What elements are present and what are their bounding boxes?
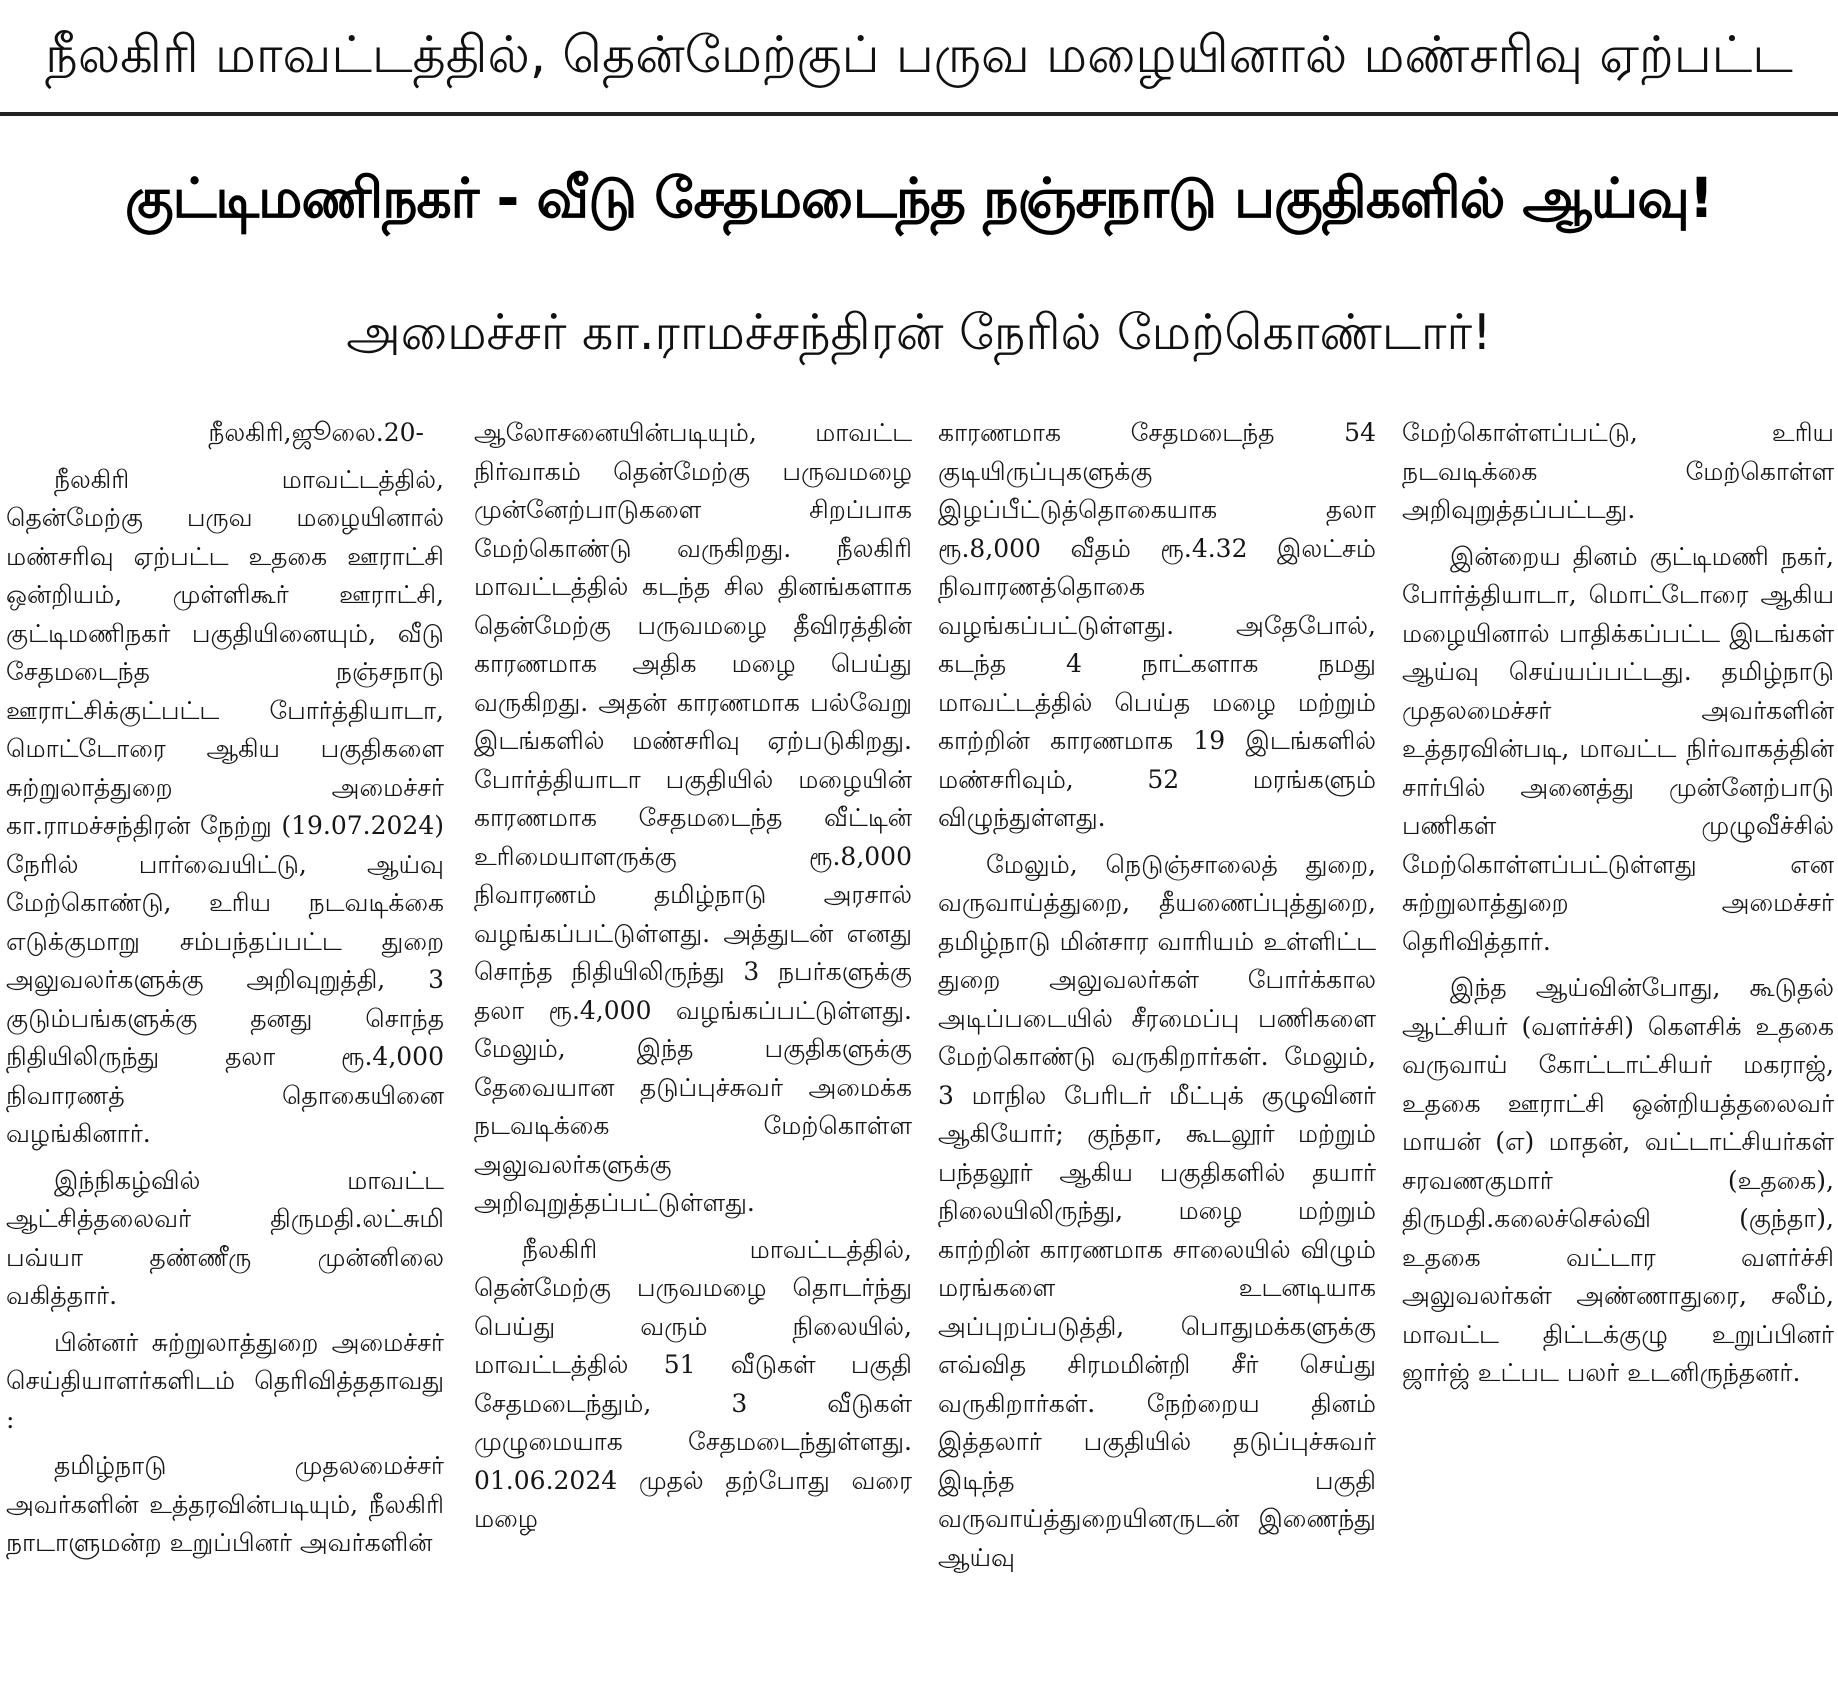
- kicker-line: நீலகிரி மாவட்டத்தில், தென்மேற்குப் பருவ மழையினால் மண்சரிவு ஏற்பட்ட: [45, 26, 1793, 85]
- article-column-3: [938, 414, 1376, 1686]
- subheadline: அமைச்சர் கா.ராமச்சந்திரன் நேரில் மேற்கொண்டார்!: [346, 304, 1492, 361]
- column-paragraph: இந்த ஆய்வின்போது, கூடுதல் ஆட்சியர் (வளர்ச்சி) கௌசிக் உதகை வருவாய் கோட்டாட்சியர் மகராஜ், உதகை ஊராட்சி ஒன்றியத்தலைவர் மாயன் (எ) மாதன், வட்டாட்சியர்கள் சரவணகுமார் (உதகை), திருமதி.கலைச்செல்வி (குந்தா), உதகை வட்டார வளர்ச்சி அலுவலர்கள் அண்ணாதுரை, சலீம், மாவட்ட திட்டக்குழு உறுப்பினர் ஜார்ஜ் உட்பட பலர் உடனிருந்தனர்.: [1402, 973, 1834, 1387]
- column-paragraph: பின்னர் சுற்றுலாத்துறை அமைச்சர் செய்தியாளர்களிடம் தெரிவித்ததாவது :: [6, 1327, 444, 1434]
- column-paragraph: மேற்கொள்ளப்பட்டு, உரிய நடவடிக்கை மேற்கொள்ள அறிவுறுத்தப்பட்டது.: [1402, 418, 1834, 524]
- article-column-1: [6, 414, 444, 1686]
- headline: குட்டிமணிநகர் - வீடு சேதமடைந்த நஞ்சநாடு பகுதிகளில் ஆய்வு!: [125, 166, 1713, 230]
- column-paragraph: நீலகிரி மாவட்டத்தில், தென்மேற்கு பருவமழை தொடர்ந்து பெய்து வரும் நிலையில், மாவட்டத்தில் 51 வீடுகள் பகுதி சேதமடைந்தும், 3 வீடுகள் முழுமையாக சேதமடைந்துள்ளது. 01.06.2024 முதல் தற்போது வரை மழை: [474, 1234, 912, 1533]
- article-column-4: [1402, 414, 1834, 1686]
- dateline: நீலகிரி,ஜூலை.20-: [208, 418, 424, 447]
- column-paragraph: நீலகிரி மாவட்டத்தில், தென்மேற்கு பருவ மழையினால் மண்சரிவு ஏற்பட்ட உதகை ஊராட்சி ஒன்றியம், முள்ளிகூர் ஊராட்சி, குட்டிமணிநகர் பகுதியினையும், வீடு சேதமடைந்த நஞ்சநாடு ஊராட்சிக்குட்பட்ட போர்த்தியாடா, மொட்டோரை ஆகிய பகுதிகளை சுற்றுலாத்துறை அமைச்சர் கா.ராமச்சந்திரன் நேற்று (19.07.2024) நேரில் பார்வையிட்டு, ஆய்வு மேற்கொண்டு, உரிய நடவடிக்கை எடுக்குமாறு சம்பந்தப்பட்ட துறை அலுவலர்களுக்கு அறிவுறுத்தி, 3 குடும்பங்களுக்கு தனது சொந்த நிதியிலிருந்து தலா ரூ.4,000 நிவாரணத் தொகையினை வழங்கினார்.: [6, 464, 444, 1148]
- article-column-2: [474, 414, 912, 1686]
- divider-rule: [0, 112, 1838, 116]
- column-paragraph: தமிழ்நாடு முதலமைச்சர் அவர்களின் உத்தரவின்படியும், நீலகிரி நாடாளுமன்ற உறுப்பினர் அவர்களின்: [6, 1451, 444, 1557]
- column-paragraph: ஆலோசனையின்படியும், மாவட்ட நிர்வாகம் தென்மேற்கு பருவமழை முன்னேற்பாடுகளை சிறப்பாக மேற்கொண்டு வருகிறது. நீலகிரி மாவட்டத்தில் கடந்த சில தினங்களாக தென்மேற்கு பருவமழை தீவிரத்தின் காரணமாக அதிக மழை பெய்து வருகிறது. அதன் காரணமாக பல்வேறு இடங்களில் மண்சரிவு ஏற்படுகிறது. போர்த்தியாடா பகுதியில் மழையின் காரணமாக சேதமடைந்த வீட்டின் உரிமையாளருக்கு ரூ.8,000 நிவாரணம் தமிழ்நாடு அரசால் வழங்கப்பட்டுள்ளது. அத்துடன் எனது சொந்த நிதியிலிருந்து 3 நபர்களுக்கு தலா ரூ.4,000 வழங்கப்பட்டுள்ளது. மேலும், இந்த பகுதிகளுக்கு தேவையான தடுப்புச்சுவர் அமைக்க நடவடிக்கை மேற்கொள்ள அலுவலர்களுக்கு அறிவுறுத்தப்பட்டுள்ளது.: [474, 418, 912, 1217]
- column-paragraph: மேலும், நெடுஞ்சாலைத் துறை, வருவாய்த்துறை, தீயணைப்புத்துறை, தமிழ்நாடு மின்சார வாரியம் உள்ளிட்ட துறை அலுவலர்கள் போர்க்கால அடிப்படையில் சீரமைப்பு பணிகளை மேற்கொண்டு வருகிறார்கள். மேலும், 3 மாநில பேரிடர் மீட்புக் குழுவினர் ஆகியோர்; குந்தா, கூடலூர் மற்றும் பந்தலூர் ஆகிய பகுதிகளில் தயார் நிலையிலிருந்து, மழை மற்றும் காற்றின் காரணமாக சாலையில் விழும் மரங்களை உடனடியாக அப்புறப்படுத்தி, பொதுமக்களுக்கு எவ்வித சிரமமின்றி சீர் செய்து வருகிறார்கள். நேற்றைய தினம் இத்தலார் பகுதியில் தடுப்புச்சுவர் இடிந்த பகுதி வருவாய்த்துறையினருடன் இணைந்து ஆய்வு: [938, 849, 1376, 1572]
- column-paragraph: காரணமாக சேதமடைந்த 54 குடியிருப்புகளுக்கு இழப்பீட்டுத்தொகையாக தலா ரூ.8,000 வீதம் ரூ.4.32 இலட்சம் நிவாரணத்தொகை வழங்கப்பட்டுள்ளது. அதேபோல், கடந்த 4 நாட்களாக நமது மாவட்டத்தில் பெய்த மழை மற்றும் காற்றின் காரணமாக 19 இடங்களில் மண்சரிவும், 52 மரங்களும் விழுந்துள்ளது.: [938, 418, 1376, 832]
- column-paragraph: இந்நிகழ்வில் மாவட்ட ஆட்சித்தலைவர் திருமதி.லட்சுமி பவ்யா தண்ணீரு முன்னிலை வகித்தார்.: [6, 1165, 444, 1310]
- column-paragraph: இன்றைய தினம் குட்டிமணி நகர், போர்த்தியாடா, மொட்டோரை ஆகிய மழையினால் பாதிக்கப்பட்ட இடங்கள் ஆய்வு செய்யப்பட்டது. தமிழ்நாடு முதலமைச்சர் அவர்களின் உத்தரவின்படி, மாவட்ட நிர்வாகத்தின் சார்பில் அனைத்து முன்னேற்பாடு பணிகள் முழுவீச்சில் மேற்கொள்ளப்பட்டுள்ளது என சுற்றுலாத்துறை அமைச்சர் தெரிவித்தார்.: [1402, 541, 1834, 956]
